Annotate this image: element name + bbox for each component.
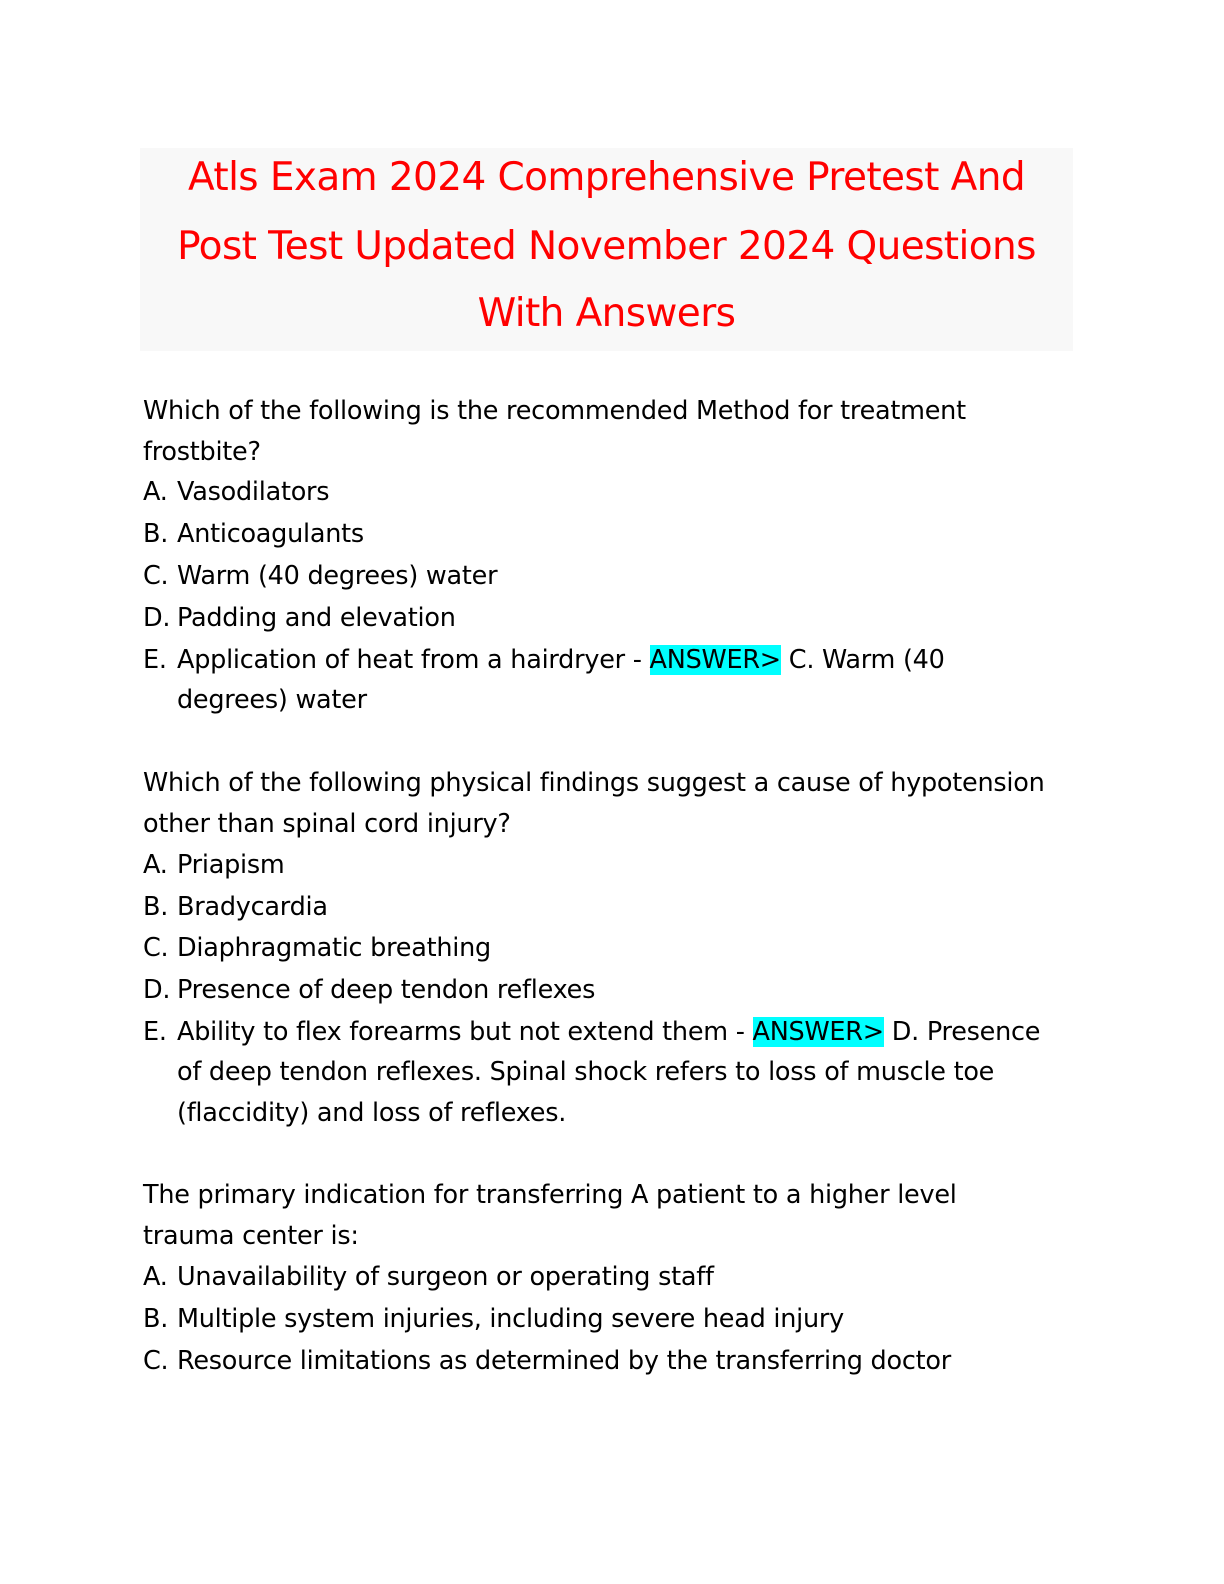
option-letter: D. [143, 975, 171, 1005]
option-text: Warm (40 degrees) water [177, 561, 498, 591]
option-text: Resource limitations as determined by the transferring doctor [177, 1346, 951, 1376]
option-letter: A. [143, 1262, 168, 1292]
option-letter: A. [143, 850, 168, 880]
question-1-option-d [143, 603, 456, 633]
question-1-stem-line-2: frostbite? [143, 437, 261, 467]
document-title-line-1: Atls Exam 2024 Comprehensive Pretest And [187, 155, 1025, 200]
question-1-answer-continued: degrees) water [177, 685, 367, 715]
option-text: Presence of deep tendon reflexes [177, 975, 596, 1005]
option-text: Padding and elevation [177, 603, 456, 633]
question-2-answer-continued-2: (flaccidity) and loss of reflexes. [177, 1098, 567, 1128]
question-2-option-b [143, 892, 328, 922]
question-3-option-b [143, 1304, 844, 1334]
option-text: Unavailability of surgeon or operating staff [177, 1262, 714, 1292]
question-2-option-a [143, 850, 285, 880]
option-text: Priapism [177, 850, 285, 880]
question-3-stem-line-2: trauma center is: [143, 1221, 359, 1251]
answer-highlight: ANSWER> [752, 1017, 884, 1047]
option-text: Anticoagulants [177, 519, 364, 549]
option-text: Diaphragmatic breathing [177, 933, 491, 963]
option-letter: C. [143, 933, 169, 963]
option-letter: A. [143, 477, 168, 507]
option-text: Vasodilators [177, 477, 330, 507]
option-letter: C. [143, 561, 169, 591]
question-2-stem-line-1: Which of the following physical findings suggest a cause of hypotension [143, 768, 1045, 798]
document-title-line-3: With Answers [477, 291, 736, 336]
question-2-stem-line-2: other than spinal cord injury? [143, 809, 511, 839]
question-1-option-c [143, 561, 497, 591]
question-1-option-b [143, 519, 364, 549]
question-3-option-a [143, 1262, 714, 1292]
option-letter: E. [143, 1017, 167, 1047]
question-2-answer-continued-1: of deep tendon reflexes. Spinal shock refers to loss of muscle toe [177, 1057, 995, 1087]
document-title-line-2: Post Test Updated November 2024 Questions [177, 224, 1036, 269]
option-letter: B. [143, 892, 169, 922]
answer-text: C. Warm (40 [780, 645, 945, 675]
question-1-option-a [143, 477, 329, 507]
option-text: Application of heat from a hairdryer - [177, 645, 650, 675]
question-1-stem-line-1: Which of the following is the recommended Method for treatment [143, 396, 966, 426]
question-1-option-e [143, 645, 945, 675]
question-2-option-d [143, 975, 595, 1005]
option-letter: E. [143, 645, 167, 675]
option-letter: B. [143, 519, 169, 549]
question-3-stem-line-1: The primary indication for transferring A patient to a higher level [143, 1180, 957, 1210]
question-2-option-e [143, 1017, 1040, 1047]
question-2-option-c [143, 933, 491, 963]
option-letter: D. [143, 603, 171, 633]
option-letter: B. [143, 1304, 169, 1334]
option-text: Multiple system injuries, including severe head injury [177, 1304, 844, 1334]
option-letter: C. [143, 1346, 169, 1376]
answer-highlight: ANSWER> [649, 645, 781, 675]
option-text: Bradycardia [177, 892, 328, 922]
answer-text: D. Presence [883, 1017, 1041, 1047]
question-3-option-c [143, 1346, 951, 1376]
option-text: Ability to flex forearms but not extend them - [177, 1017, 753, 1047]
